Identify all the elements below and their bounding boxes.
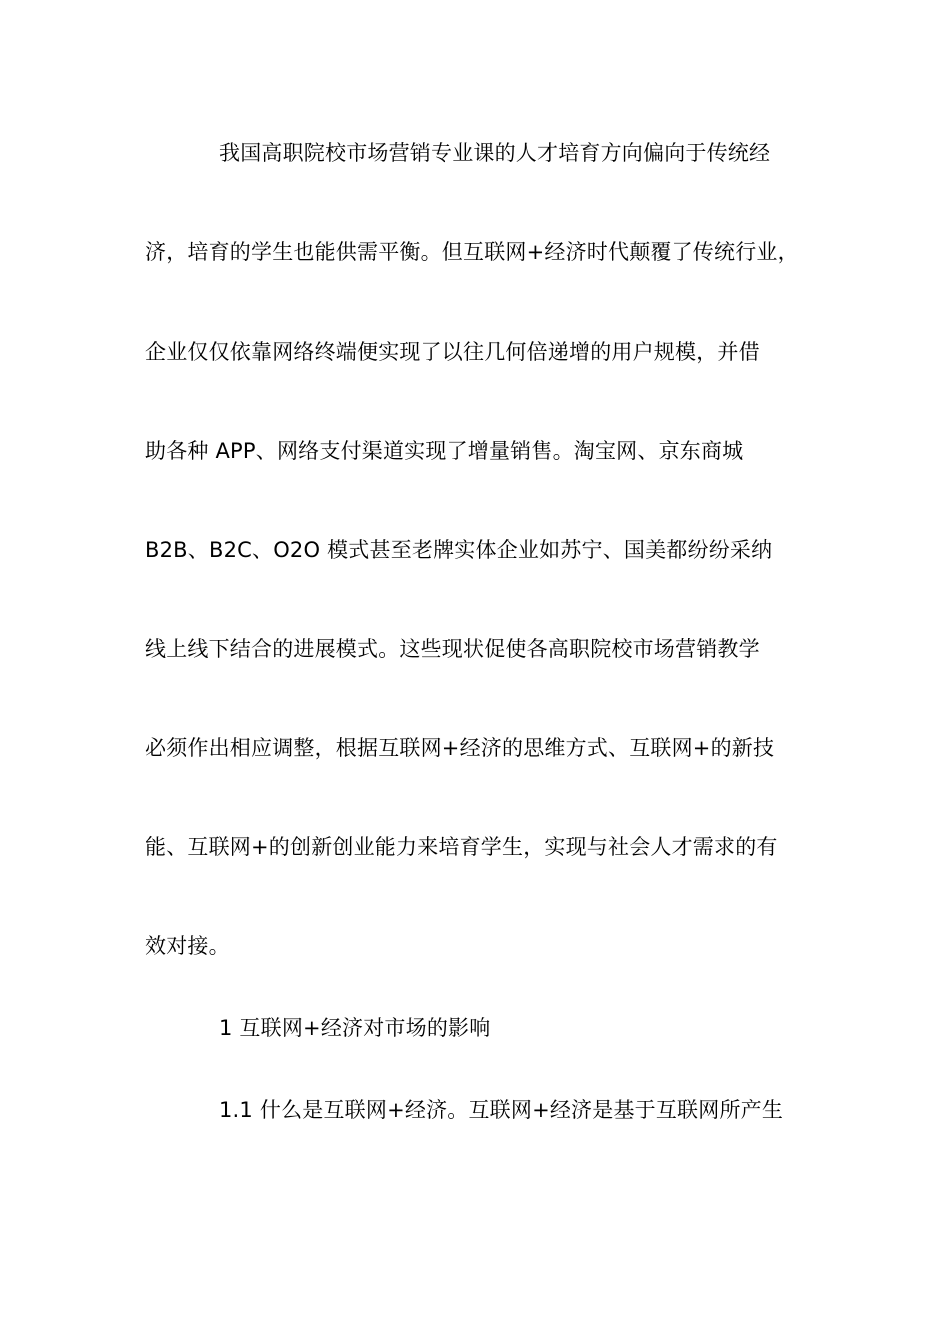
paragraph-line-9: 效对接。: [145, 934, 230, 958]
paragraph-line-5: B2B、B2C、O2O 模式甚至老牌实体企业如苏宁、国美都纷纷采纳: [145, 538, 773, 562]
paragraph-line-2: 济，培育的学生也能供需平衡。但互联网+经济时代颠覆了传统行业，: [145, 240, 799, 264]
subsection-line: 1.1 什么是互联网+经济。互联网+经济是基于互联网所产生: [219, 1098, 784, 1122]
paragraph-line-3: 企业仅仅依靠网络终端便实现了以往几何倍递增的用户规模，并借: [145, 340, 760, 364]
paragraph-line-8: 能、互联网+的创新创业能力来培育学生，实现与社会人才需求的有: [145, 835, 778, 859]
paragraph-line-7: 必须作出相应调整，根据互联网+经济的思维方式、互联网+的新技: [145, 736, 775, 760]
paragraph-line-1: 我国高职院校市场营销专业课的人才培育方向偏向于传统经: [219, 141, 771, 165]
section-heading: 1 互联网+经济对市场的影响: [219, 1016, 491, 1040]
paragraph-line-4: 助各种 APP、网络支付渠道实现了增量销售。淘宝网、京东商城: [145, 439, 744, 463]
paragraph-line-6: 线上线下结合的进展模式。这些现状促使各高职院校市场营销教学: [145, 637, 760, 661]
